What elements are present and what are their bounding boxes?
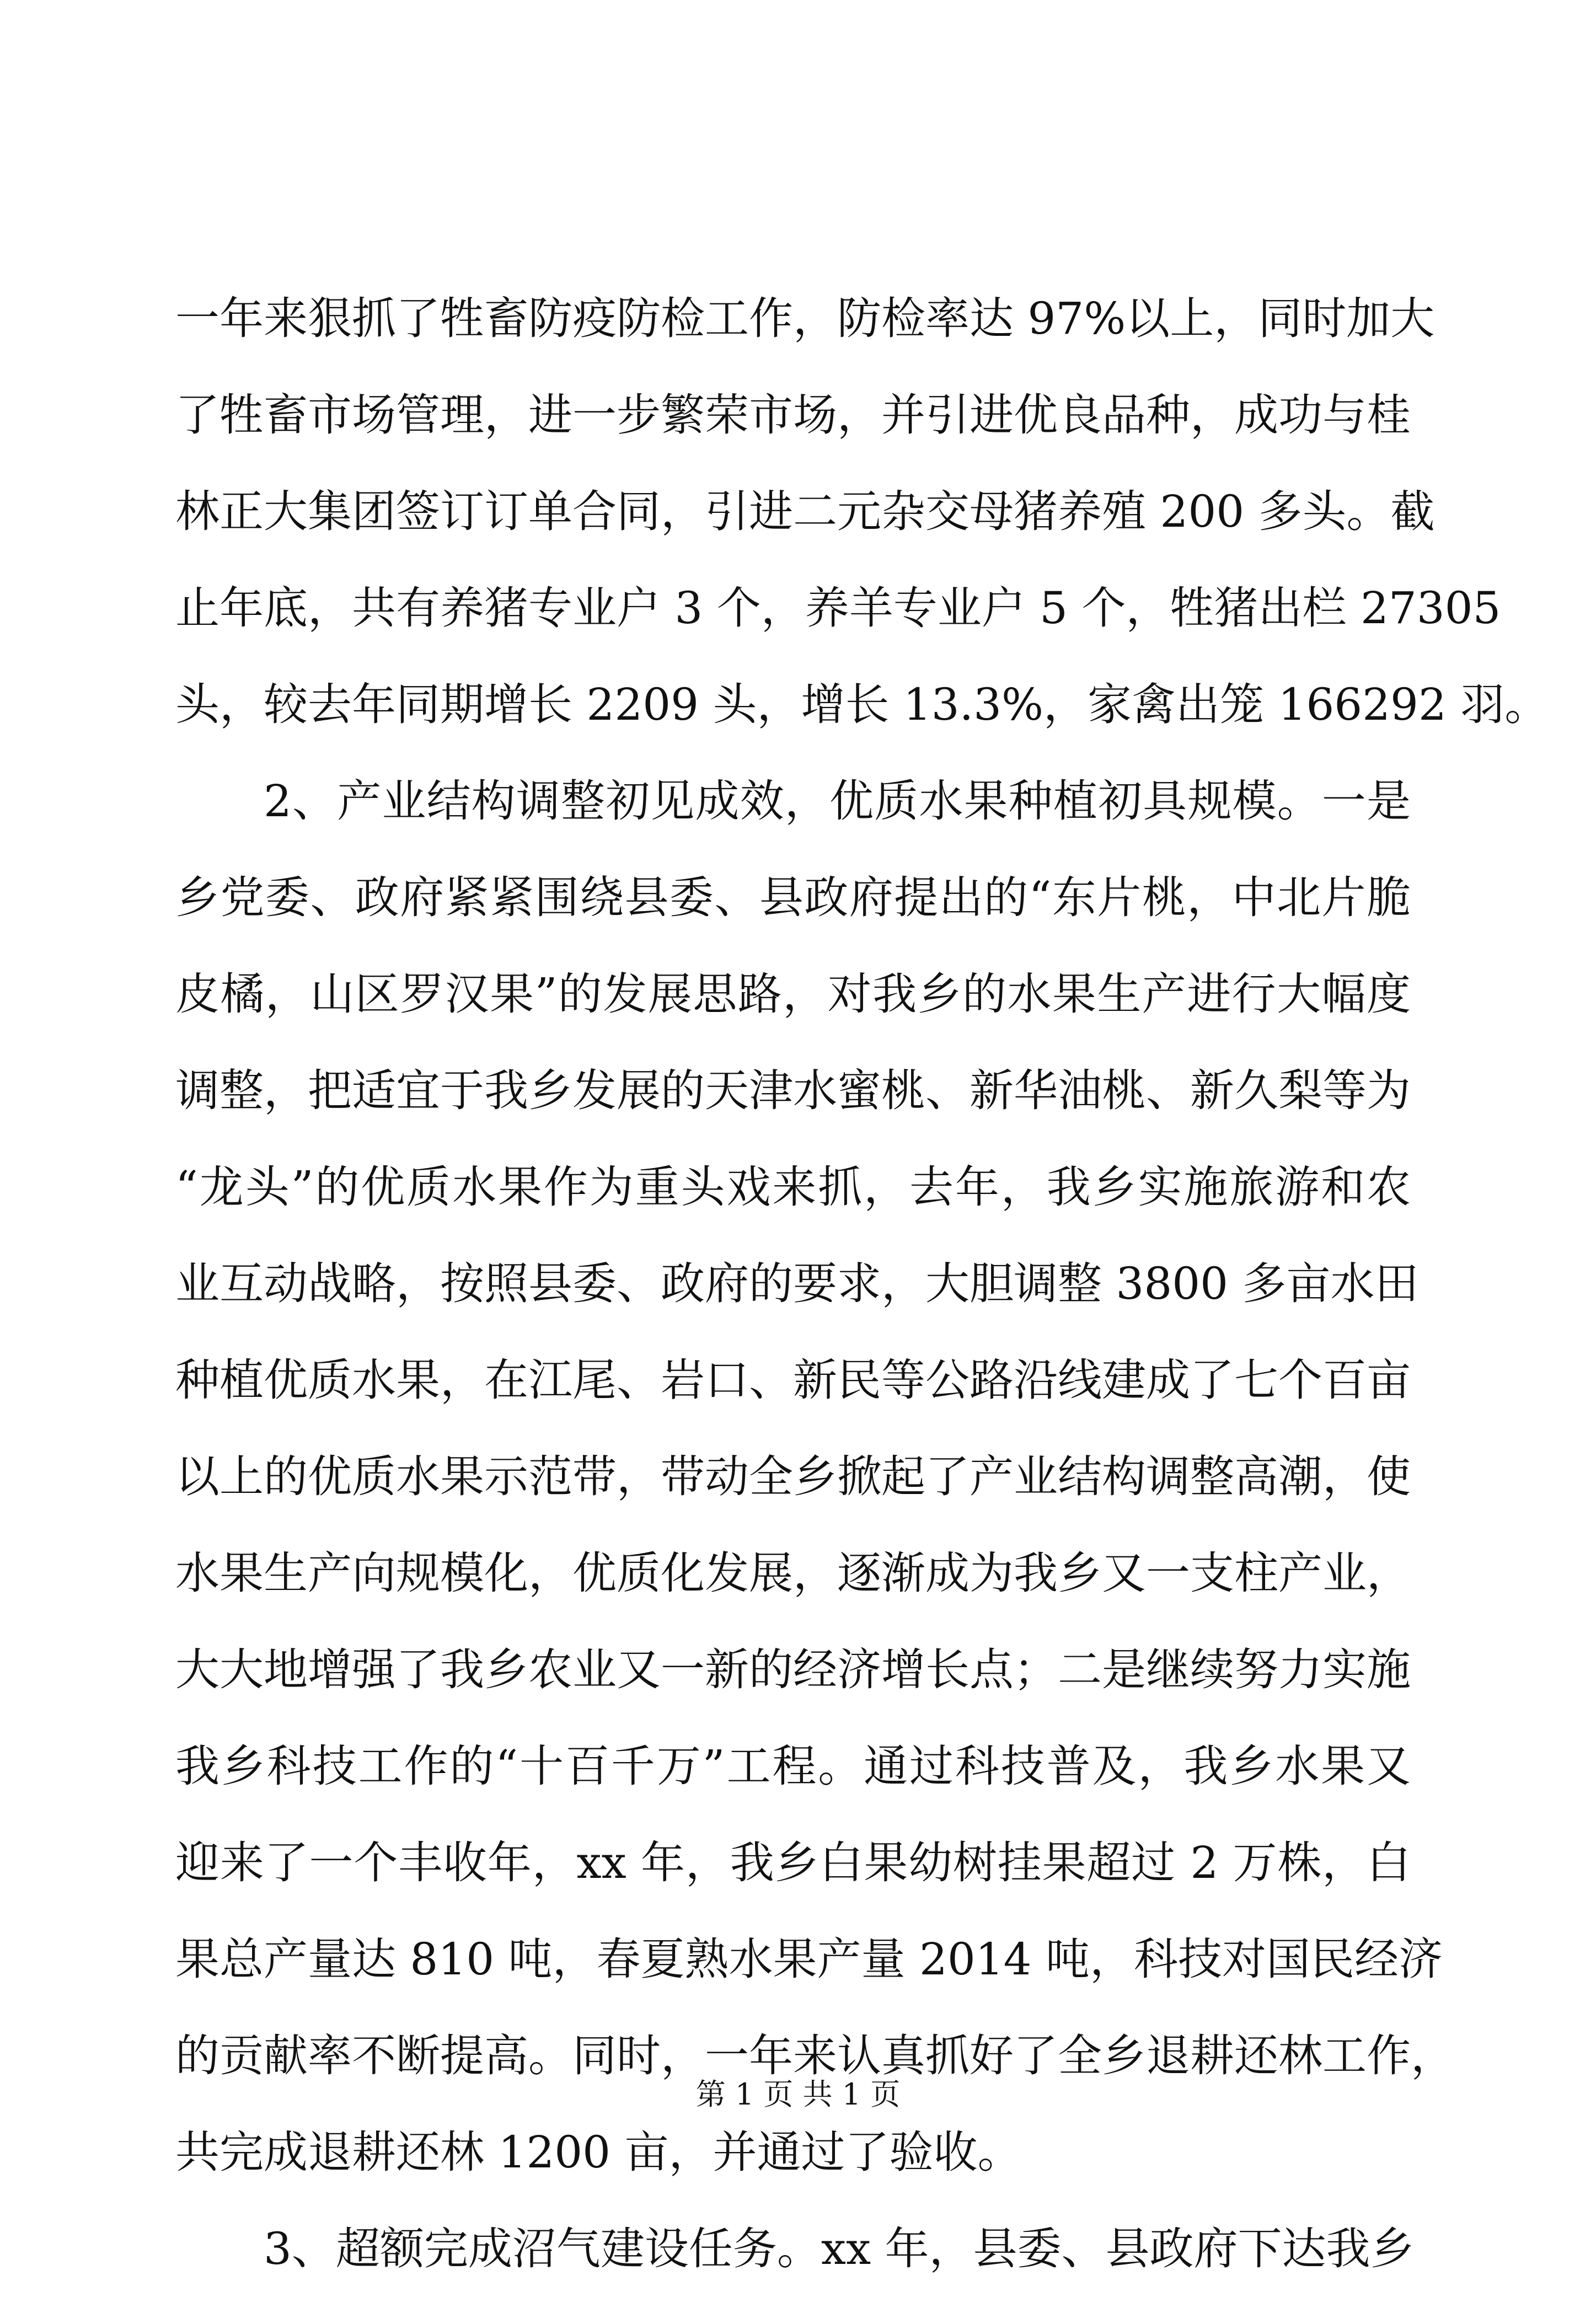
text-line: 共完成退耕还林 1200 亩，并通过了验收。 (175, 2127, 1022, 2178)
text-line: 乡党委、政府紧紧围绕县委、县政府提出的“东片桃，中北片脆 (175, 872, 1411, 923)
text-line: 以上的优质水果示范带，带动全乡掀起了产业结构调整高潮，使 (175, 1451, 1411, 1502)
text-line: 3、超额完成沼气建设任务。xx 年，县委、县政府下达我乡 (264, 2223, 1415, 2274)
text-line: 调整，把适宜于我乡发展的天津水蜜桃、新华油桃、新久梨等为 (175, 1065, 1411, 1116)
text-line: 皮橘，山区罗汉果”的发展思路，对我乡的水果生产进行大幅度 (175, 968, 1411, 1020)
text-line: 了牲畜市场管理，进一步繁荣市场，并引进优良品种，成功与桂 (175, 389, 1411, 441)
text-line: 止年底，共有养猪专业户 3 个，养羊专业户 5 个，牲猪出栏 27305 (175, 582, 1501, 634)
page-footer: 第 1 页 共 1 页 (695, 2077, 901, 2112)
text-line: 大大地增强了我乡农业又一新的经济增长点；二是继续努力实施 (175, 1644, 1411, 1695)
text-line: 水果生产向规模化，优质化发展，逐渐成为我乡又一支柱产业， (175, 1548, 1411, 1599)
text-line: 种植优质水果，在江尾、岩口、新民等公路沿线建成了七个百亩 (175, 1354, 1411, 1406)
text-line: 2、产业结构调整初见成效，优质水果种植初具规模。一是 (264, 775, 1411, 827)
text-line: 林正大集团签订订单合同，引进二元杂交母猪养殖 200 多头。截 (175, 486, 1435, 537)
text-line: 头，较去年同期增长 2209 头，增长 13.3%，家禽出笼 166292 羽。 (175, 679, 1549, 730)
text-line: “龙头”的优质水果作为重头戏来抓，去年，我乡实施旅游和农 (175, 1161, 1411, 1213)
text-line: 迎来了一个丰收年，xx 年，我乡白果幼树挂果超过 2 万株，白 (175, 1837, 1411, 1888)
document-body (175, 270, 1549, 2297)
text-line: 一年来狠抓了牲畜防疫防检工作，防检率达 97%以上，同时加大 (175, 293, 1435, 344)
text-line: 业互动战略，按照县委、政府的要求，大胆调整 3800 多亩水田 (175, 1258, 1419, 1309)
text-line: 果总产量达 810 吨，春夏熟水果产量 2014 吨，科技对国民经济 (175, 1934, 1443, 1985)
text-line: 的贡献率不断提高。同时，一年来认真抓好了全乡退耕还林工作， (175, 2030, 1455, 2081)
text-line: 我乡科技工作的“十百千万”工程。通过科技普及，我乡水果又 (175, 1741, 1411, 1792)
